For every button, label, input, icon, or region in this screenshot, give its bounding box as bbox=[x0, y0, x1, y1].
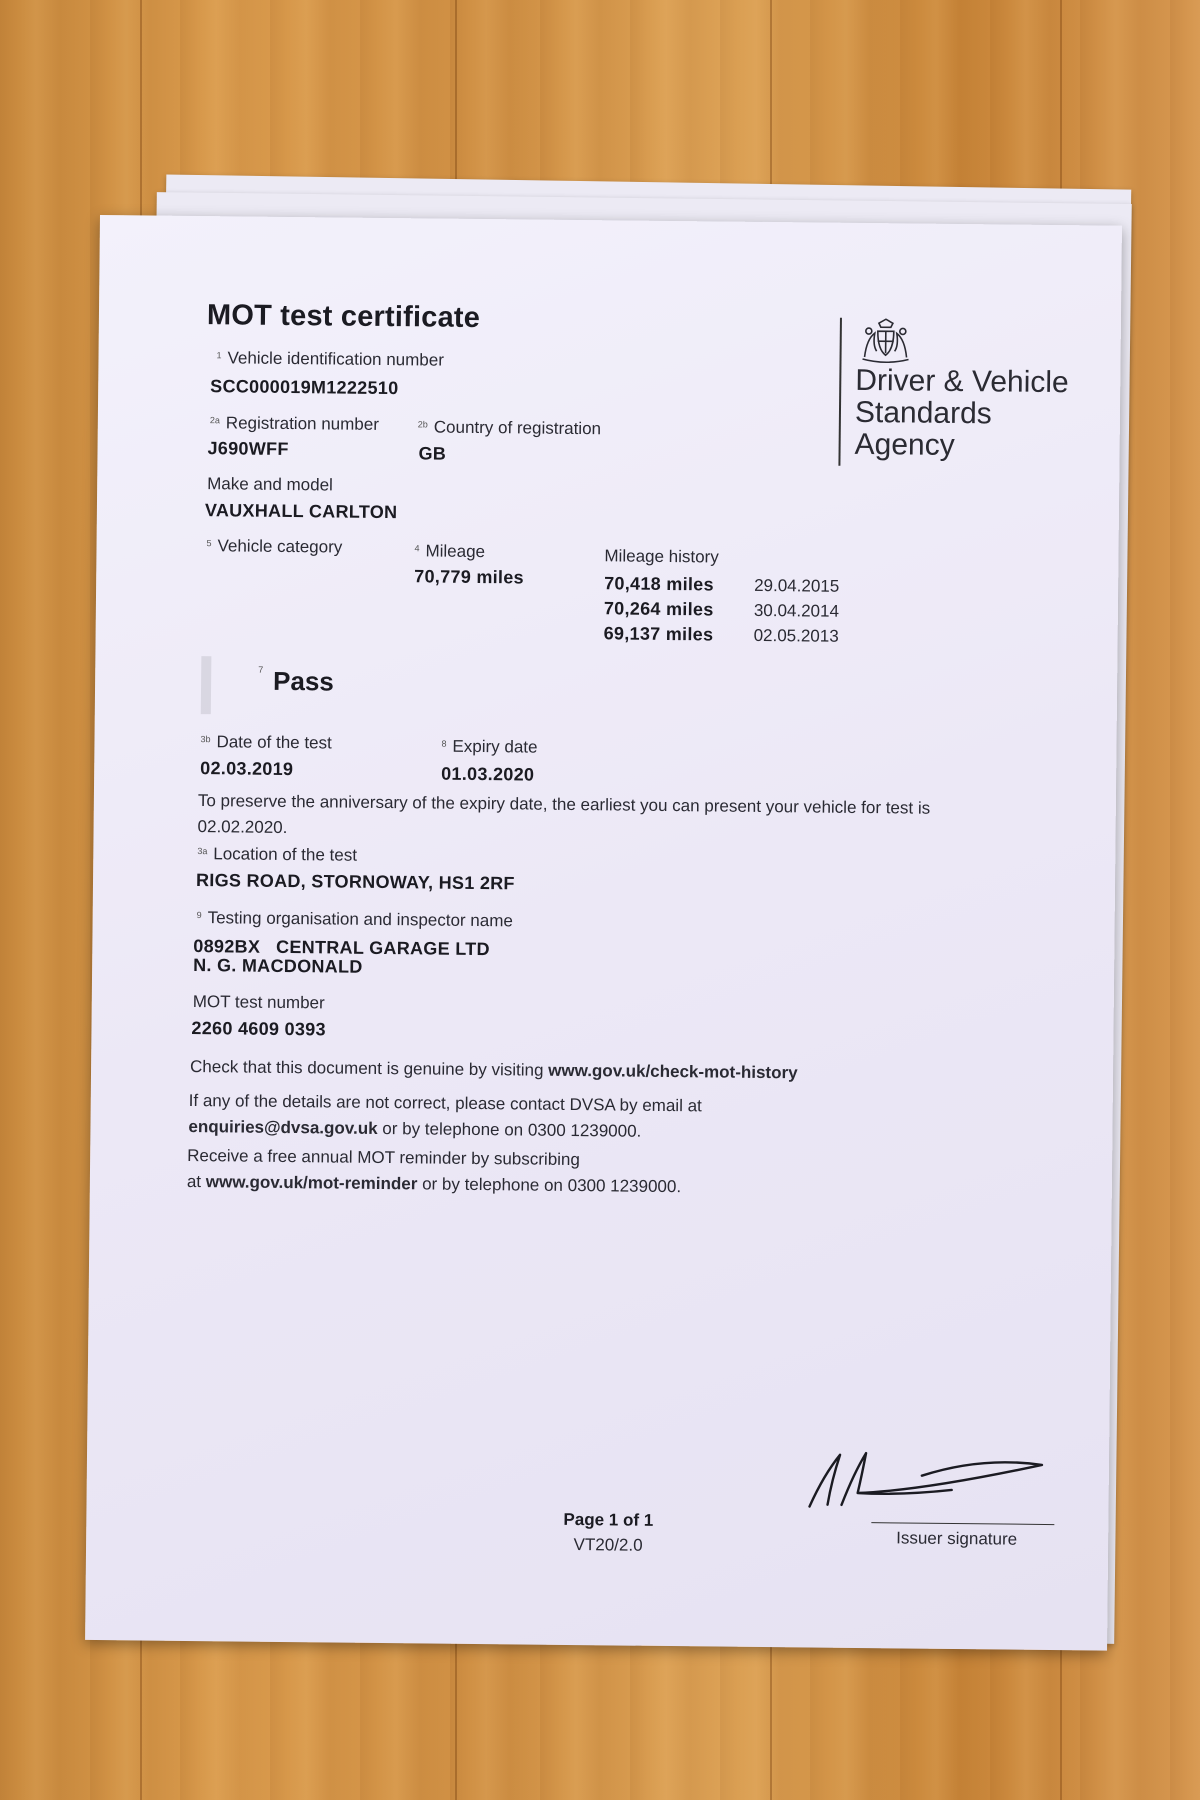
test-number-value: 2260 4609 0393 bbox=[191, 1018, 326, 1040]
expiry-date-value: 01.03.2020 bbox=[441, 763, 535, 785]
logo-divider bbox=[838, 318, 842, 466]
expiry-date-label: $^8$ Expiry date bbox=[441, 736, 538, 757]
country-label: $^{2b}$ Country of registration bbox=[417, 417, 602, 439]
organisation-value: 0892BX CENTRAL GARAGE LTD bbox=[193, 936, 490, 960]
location-label: $^{3a}$ Location of the test bbox=[197, 844, 358, 865]
test-result: Pass bbox=[272, 665, 335, 697]
mileage-history-row: 70,264 miles 30.04.2014 bbox=[603, 598, 840, 621]
country-value: GB bbox=[418, 443, 447, 464]
page-number: Page 1 of 1 bbox=[563, 1509, 654, 1530]
mileage-history-row: 70,418 miles 29.04.2015 bbox=[604, 573, 840, 596]
form-code: VT20/2.0 bbox=[573, 1535, 643, 1555]
mot-certificate-page bbox=[85, 215, 1122, 1651]
vin-value: SCC000019M1222510 bbox=[210, 376, 399, 399]
result-marker bbox=[201, 656, 212, 714]
contact-email-link[interactable]: enquiries@dvsa.gov.uk bbox=[188, 1116, 378, 1138]
make-model-label: Make and model bbox=[207, 474, 333, 495]
agency-name: Driver & Vehicle Standards Agency bbox=[854, 363, 1069, 462]
mileage-history-row: 69,137 miles 02.05.2013 bbox=[603, 623, 839, 646]
mileage-label: $^4$ Mileage bbox=[414, 541, 486, 562]
royal-coat-of-arms-icon bbox=[856, 317, 914, 364]
mileage-value: 70,779 miles bbox=[414, 566, 525, 588]
mileage-history-label: Mileage history bbox=[604, 546, 719, 567]
anniversary-note: To preserve the anniversary of the expiry date, the earliest you can present your vehicle for test is 02.02.2020. bbox=[197, 791, 931, 837]
result-number: 7 bbox=[258, 664, 264, 675]
reminder-text: Receive a free annual MOT reminder by subscribing at www.gov.uk/mot-reminder or by telephone on 0300 1239000. bbox=[186, 1145, 682, 1197]
test-number-label: MOT test number bbox=[192, 992, 325, 1013]
check-mot-history-link[interactable]: www.gov.uk/check-mot-history bbox=[548, 1060, 798, 1083]
vin-label: $^1$ Vehicle identification number bbox=[216, 348, 445, 370]
registration-value: J690WFF bbox=[207, 438, 289, 459]
vehicle-category-label: $^5$ Vehicle category bbox=[206, 536, 343, 557]
location-value: RIGS ROAD, STORNOWAY, HS1 2RF bbox=[195, 870, 515, 894]
issuer-signature bbox=[801, 1434, 1052, 1527]
check-genuine-text: Check that this document is genuine by visiting www.gov.uk/check-mot-history bbox=[189, 1056, 798, 1083]
contact-text: If any of the details are not correct, please contact DVSA by email at enquiries@dvsa.gov.uk or by telephone on 0300 1239000. bbox=[188, 1090, 702, 1141]
inspector-name: N. G. MACDONALD bbox=[193, 955, 363, 977]
issuer-signature-label: Issuer signature bbox=[896, 1528, 1018, 1549]
test-date-value: 02.03.2019 bbox=[200, 758, 294, 780]
certificate-title: MOT test certificate bbox=[206, 299, 481, 334]
test-date-label: $^{3b}$ Date of the test bbox=[200, 732, 332, 753]
organisation-label: $^9$ Testing organisation and inspector name bbox=[196, 908, 513, 931]
registration-label: $^{2a}$ Registration number bbox=[209, 413, 380, 434]
mot-reminder-link[interactable]: www.gov.uk/mot-reminder bbox=[205, 1172, 418, 1194]
make-model-value: VAUXHALL CARLTON bbox=[204, 500, 398, 523]
